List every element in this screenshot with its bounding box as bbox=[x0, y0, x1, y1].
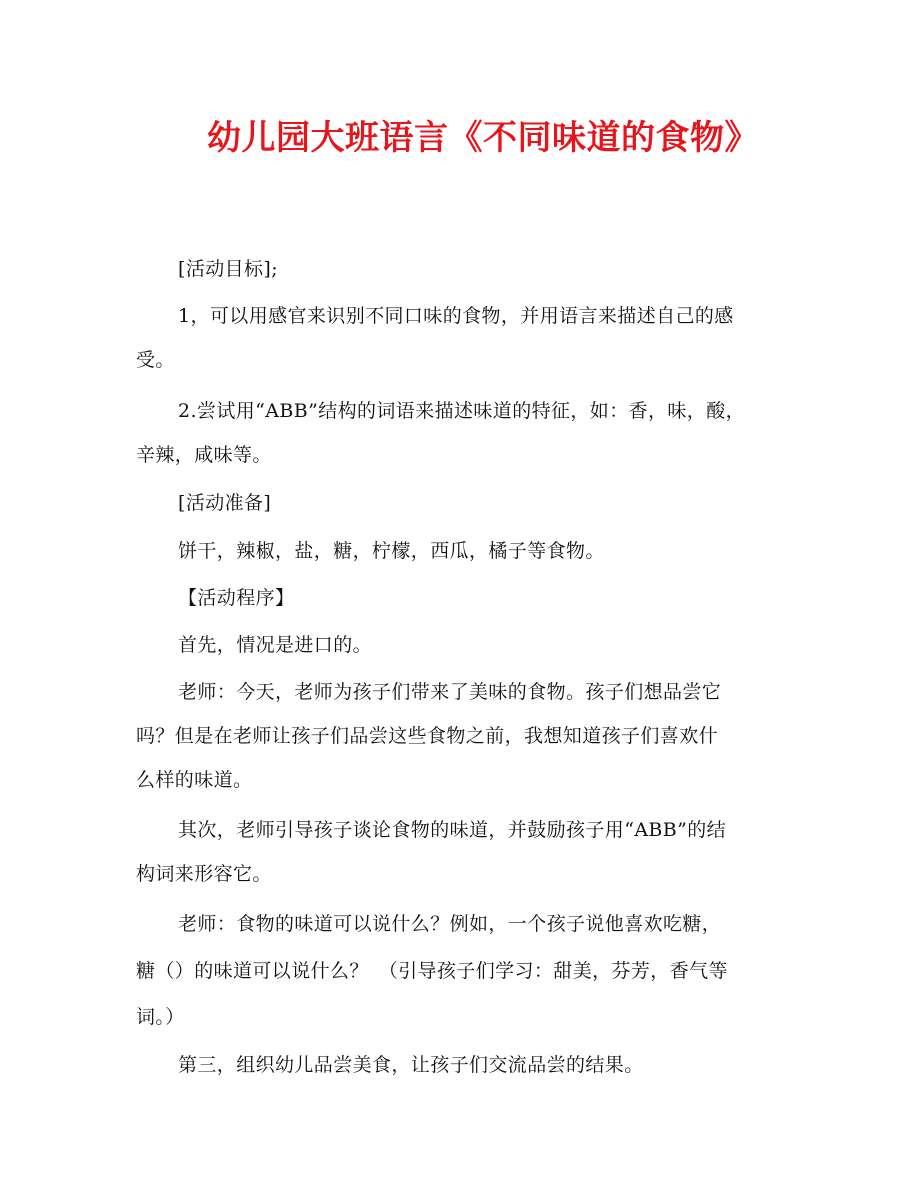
paragraph-line: 饼干，辣椒，盐，糖，柠檬，西瓜，橘子等食物。 bbox=[178, 540, 605, 562]
paragraph-line: 1，可以用感官来识别不同口味的食物，并用语言来描述自己的感 bbox=[178, 305, 734, 327]
section-heading-preparation: [活动准备] bbox=[178, 492, 272, 514]
paragraph-line: 老师：今天，老师为孩子们带来了美味的食物。孩子们想品尝它 bbox=[178, 681, 722, 703]
paragraph-line: 辛辣，咸味等。 bbox=[136, 444, 272, 466]
paragraph-line: 么样的味道。 bbox=[136, 769, 253, 791]
paragraph-line: 构词来形容它。 bbox=[136, 863, 272, 885]
paragraph-line: 受。 bbox=[136, 349, 175, 371]
paragraph-line: 吗？但是在老师让孩子们品尝这些食物之前，我想知道孩子们喜欢什 bbox=[136, 725, 719, 747]
paragraph-line: 其次，老师引导孩子谈论食物的味道，并鼓励孩子用“ABB”的结 bbox=[178, 819, 727, 841]
section-heading-goals: [活动目标]; bbox=[178, 258, 279, 280]
paragraph-line: 2.尝试用“ABB”结构的词语来描述味道的特征，如：香，味，酸， bbox=[178, 400, 746, 422]
section-heading-procedure: 【活动程序】 bbox=[178, 587, 295, 609]
document-title: 幼儿园大班语言《不同味道的食物》 bbox=[207, 118, 759, 158]
paragraph-line: 词。） bbox=[136, 1006, 185, 1028]
paragraph-line: 首先，情况是进口的。 bbox=[178, 634, 373, 656]
paragraph-line: 老师：食物的味道可以说什么？例如，一个孩子说他喜欢吃糖， bbox=[178, 913, 722, 935]
paragraph-line: 第三，组织幼儿品尝美食，让孩子们交流品尝的结果。 bbox=[178, 1054, 644, 1076]
paragraph-line: 糖（）的味道可以说什么？ （引导孩子们学习：甜美，芬芳，香气等 bbox=[136, 960, 728, 982]
